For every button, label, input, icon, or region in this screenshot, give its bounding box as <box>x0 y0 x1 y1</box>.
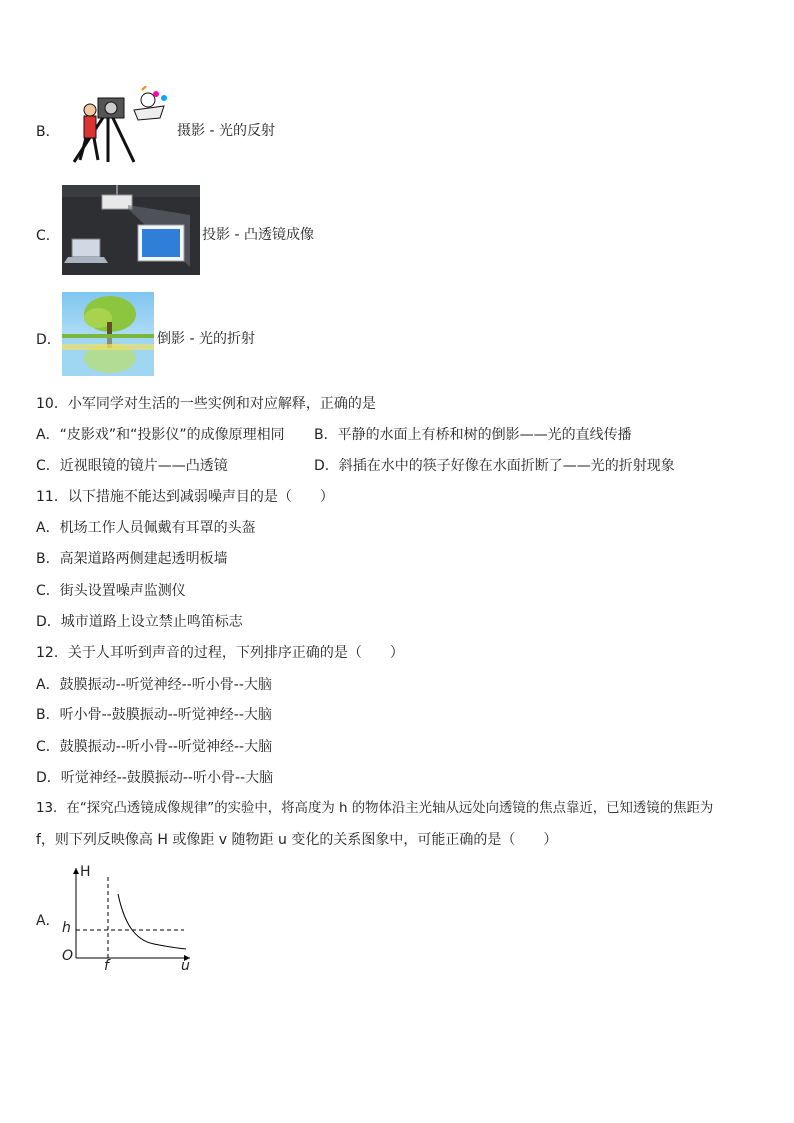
q10-option-a: A．“皮影戏”和“投影仪”的成像原理相同 <box>36 427 285 443</box>
q12-option-b: B．听小骨--鼓膜振动--听觉神经--大脑 <box>36 707 272 723</box>
graph-h-label: h <box>62 920 71 936</box>
graph-f-label: f <box>104 958 109 974</box>
q9-option-c-letter: C． <box>36 228 60 244</box>
graph-x-axis-label: u <box>181 958 190 974</box>
q9-option-d-letter: D． <box>36 332 61 348</box>
q12-option-a: A．鼓膜振动--听觉神经--听小骨--大脑 <box>36 677 272 693</box>
q10-option-c: C．近视眼镜的镜片——凸透镜 <box>36 458 228 474</box>
q11-option-a: A．机场工作人员佩戴有耳罩的头盔 <box>36 520 256 536</box>
q13-stem-line-2: f，则下列反映像高 H 或像距 v 随物距 u 变化的关系图象中，可能正确的是（ ） <box>36 832 558 848</box>
q10-option-d: D．斜插在水中的筷子好像在水面折断了——光的折射现象 <box>314 458 675 474</box>
graph-origin-label: O <box>62 948 74 964</box>
q11-option-c: C．街头设置噪声监测仪 <box>36 583 186 599</box>
q11-option-b: B．高架道路两侧建起透明板墙 <box>36 551 228 567</box>
q11-option-d: D．城市道路上设立禁止鸣笛标志 <box>36 614 243 630</box>
q10-option-b: B．平静的水面上有桥和树的倒影——光的直线传播 <box>314 427 632 443</box>
q13-option-a-letter: A． <box>36 913 60 929</box>
q13-option-a-graph <box>58 862 198 974</box>
tree-reflection-image <box>62 292 154 376</box>
q11-stem: 11．以下措施不能达到减弱噪声目的是（ ） <box>36 489 334 505</box>
q9-option-b-caption: 摄影 - 光的反射 <box>177 123 275 139</box>
q13-stem-line-1: 13．在“探究凸透镜成像规律”的实验中，将高度为 h 的物体沿主光轴从远处向透镜的焦点靠近，已知透镜的焦距为 <box>36 801 714 816</box>
q9-option-d-caption: 倒影 - 光的折射 <box>157 331 255 347</box>
q10-stem: 10．小军同学对生活的一些实例和对应解释，正确的是 <box>36 396 376 412</box>
q12-option-d: D．听觉神经--鼓膜振动--听小骨--大脑 <box>36 770 274 786</box>
projector-photo-image <box>62 185 200 275</box>
q9-option-b-letter: B． <box>36 124 60 140</box>
graph-y-axis-label: H <box>80 864 91 880</box>
q12-option-c: C．鼓膜振动--听小骨--听觉神经--大脑 <box>36 739 273 755</box>
q9-option-c-caption: 投影 - 凸透镜成像 <box>202 227 314 243</box>
q12-stem: 12．关于人耳听到声音的过程，下列排序正确的是（ ） <box>36 645 404 661</box>
photography-cartoon-image <box>64 86 172 166</box>
